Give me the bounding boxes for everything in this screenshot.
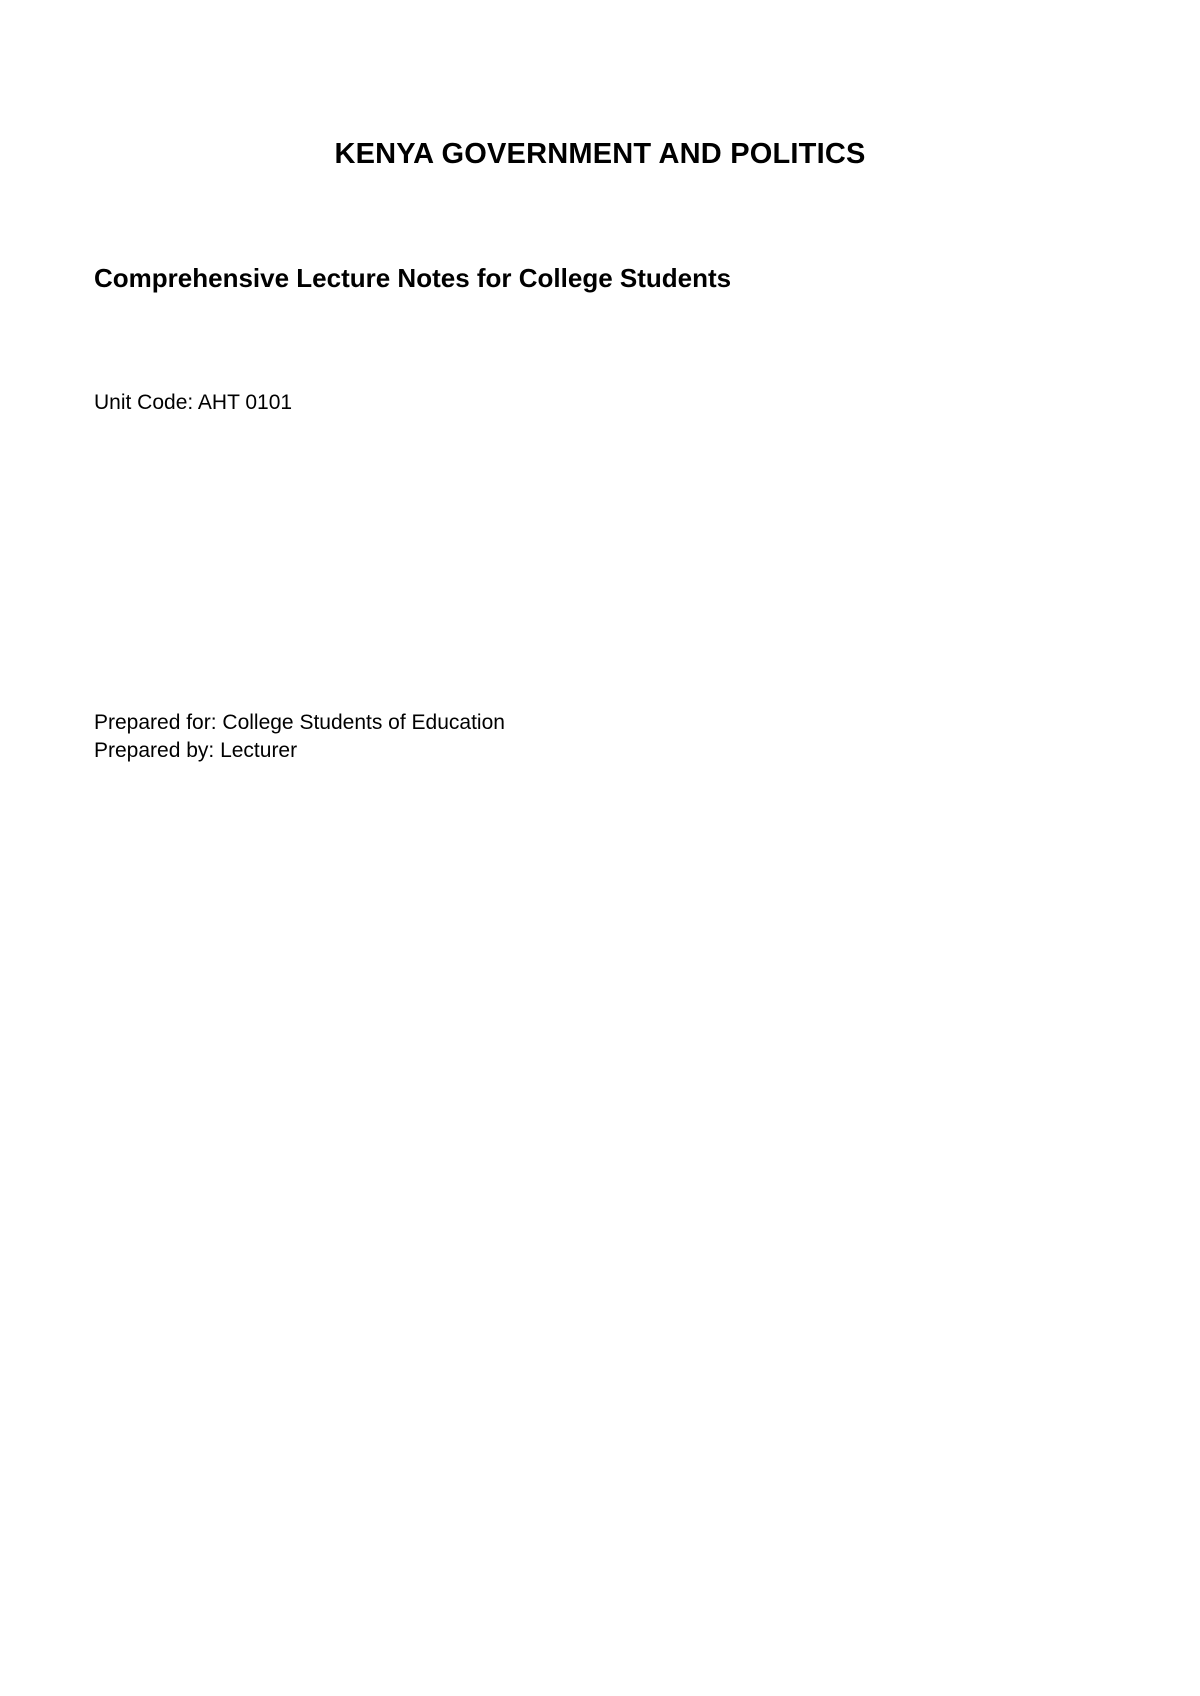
document-title: KENYA GOVERNMENT AND POLITICS [334,138,866,170]
document-subtitle: Comprehensive Lecture Notes for College Students [94,263,732,293]
prepared-by: Prepared by: Lecturer [94,739,298,762]
prepared-for: Prepared for: College Students of Education [94,711,505,734]
unit-code: Unit Code: AHT 0101 [94,391,293,414]
